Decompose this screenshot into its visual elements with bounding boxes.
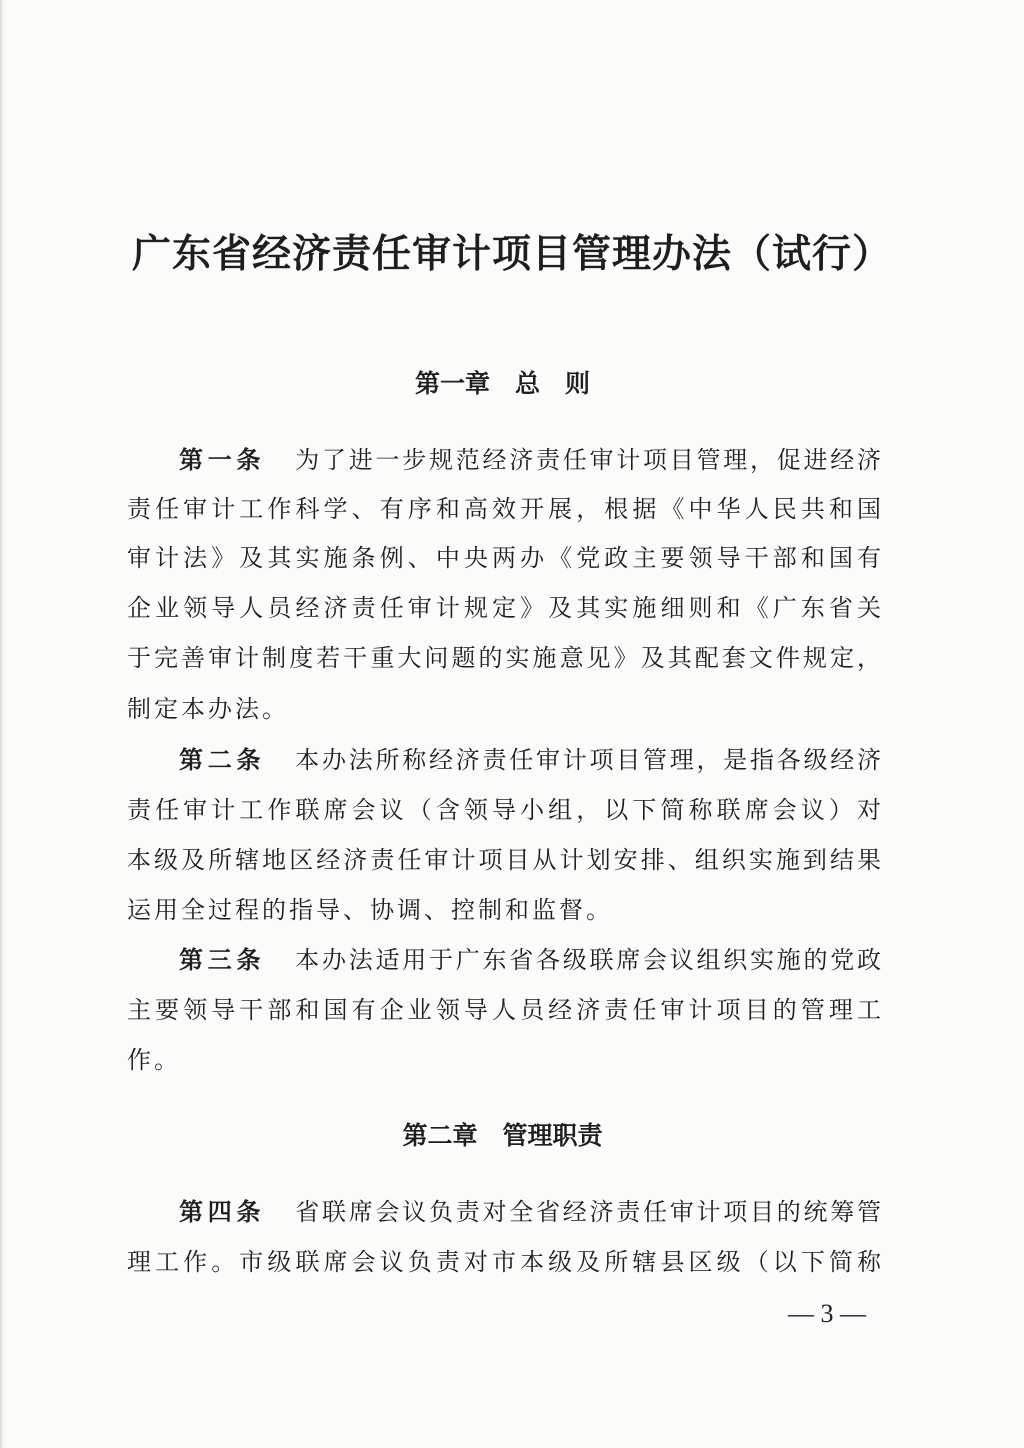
article-1-line-4: 企业领导人员经济责任审计规定》及其实施细则和《广东省关 (127, 594, 881, 622)
article-2-line-3: 本级及所辖地区经济责任审计项目从计划安排、组织实施到结果 (127, 846, 881, 874)
page-number: — 3 — (788, 1299, 866, 1328)
article-text: 本办法适用于广东省各级联席会议组织实施的党政 (295, 946, 881, 974)
article-2-line-1 (179, 740, 881, 780)
scan-edge (0, 0, 4, 1448)
article-3-line-3: 作。 (127, 1046, 181, 1074)
chapter-heading-2: 第二章 管理职责 (402, 1121, 603, 1150)
article-3-line-2: 主要领导干部和国有企业领导人员经济责任审计项目的管理工 (127, 996, 881, 1024)
document-title: 广东省经济责任审计项目管理办法（试行） (131, 231, 892, 277)
article-1-line-5: 于完善审计制度若干重大问题的实施意见》及其配套文件规定， (127, 644, 881, 672)
article-4-line-2: 理工作。市级联席会议负责对市本级及所辖县区级（以下简称 (127, 1248, 881, 1276)
article-text: 为了进一步规范经济责任审计项目管理，促进经济 (295, 446, 881, 474)
article-1-line-3: 审计法》及其实施条例、中央两办《党政主要领导干部和国有 (127, 544, 881, 572)
article-4-line-1 (179, 1192, 881, 1232)
article-text: 省联席会议负责对全省经济责任审计项目的统筹管 (295, 1198, 881, 1226)
article-label: 第一条 (179, 445, 266, 474)
article-1-line-6: 制定本办法。 (127, 695, 289, 723)
chapter-heading-1: 第一章 总 则 (414, 369, 590, 398)
article-text: 本办法所称经济责任审计项目管理，是指各级经济 (295, 746, 881, 774)
article-label: 第四条 (179, 1197, 266, 1226)
article-3-line-1 (179, 940, 881, 980)
article-label: 第二条 (179, 745, 266, 774)
article-2-line-2: 责任审计工作联席会议（含领导小组，以下简称联席会议）对 (127, 796, 881, 824)
article-2-line-4: 运用全过程的指导、协调、控制和监督。 (127, 896, 613, 924)
article-1-line-2: 责任审计工作科学、有序和高效开展，根据《中华人民共和国 (127, 495, 881, 523)
article-label: 第三条 (179, 945, 266, 974)
article-1-line-1 (179, 440, 881, 480)
